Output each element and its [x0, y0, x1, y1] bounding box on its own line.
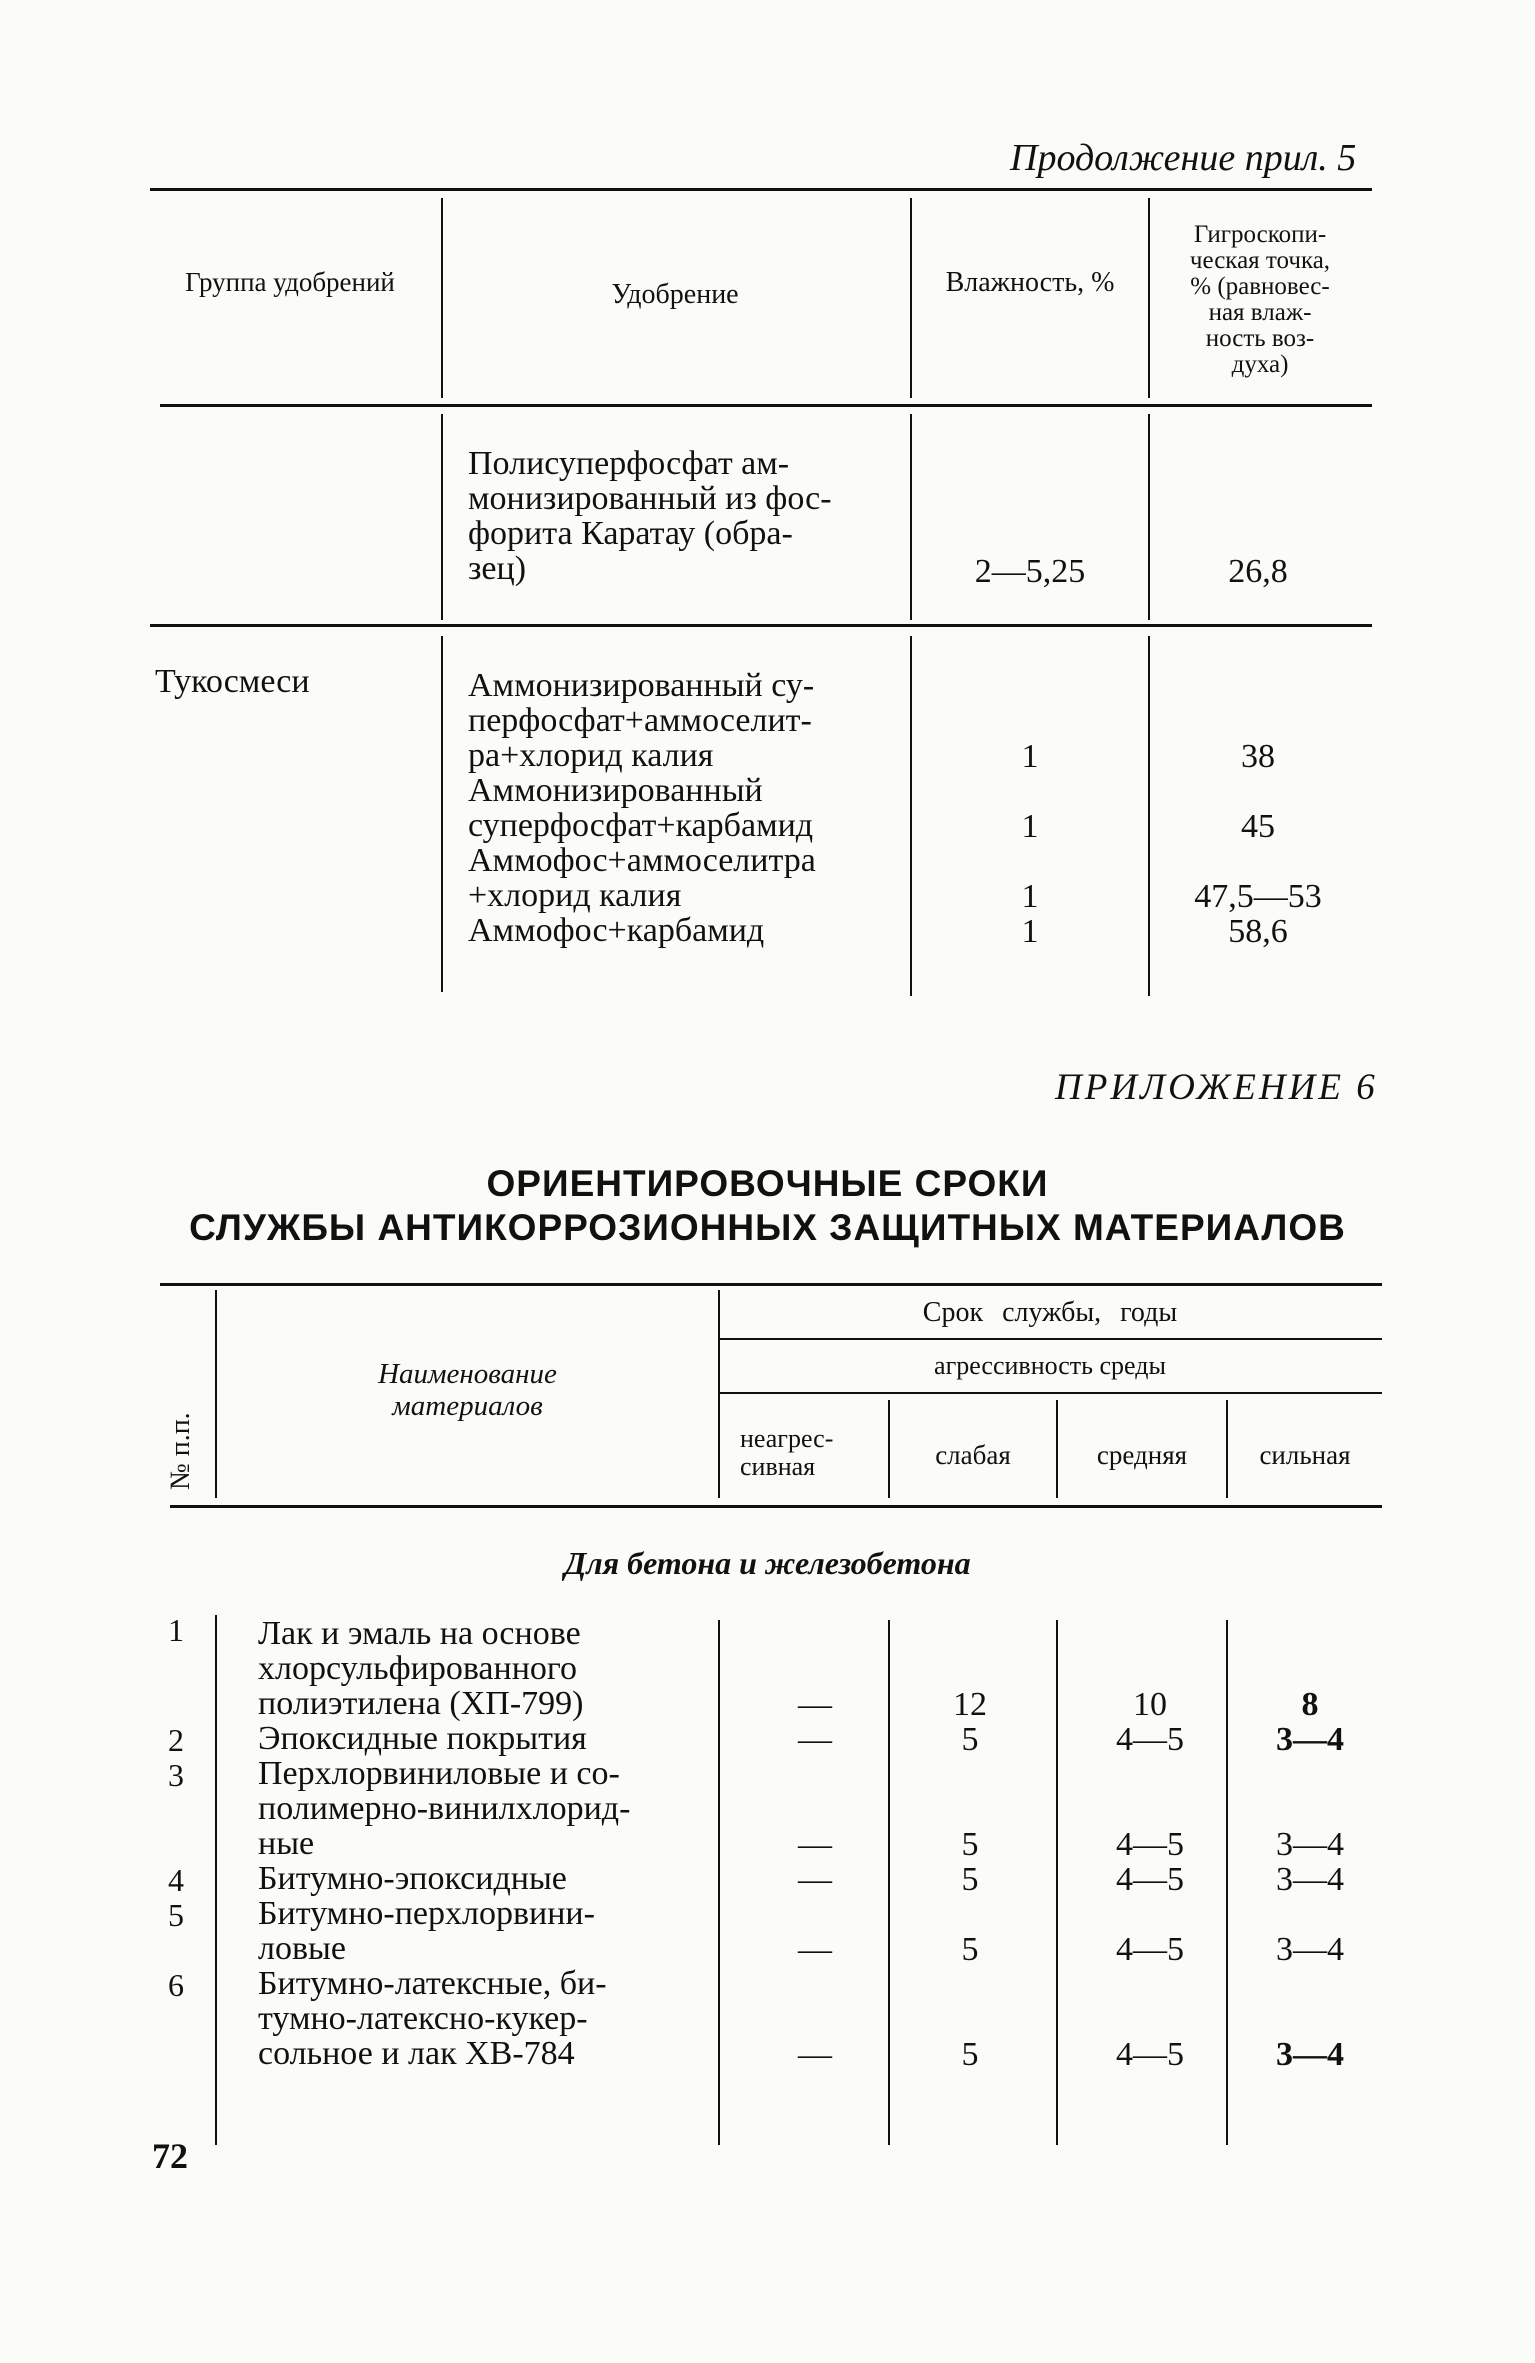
table2-vline: [1226, 1400, 1228, 1498]
row1-hygro: 26,8: [1228, 553, 1288, 590]
page-number: 72: [152, 2136, 188, 2176]
value-weak: 5: [961, 1826, 979, 1863]
value-none: —: [798, 1721, 832, 1758]
text-line: тумно-латексно-кукер-: [258, 2000, 588, 2037]
section-heading: Для бетона и железобетона: [564, 1545, 971, 1581]
text-line: ра+хлорид калия: [468, 737, 714, 774]
hygro-line: Гигроскопи-: [1193, 221, 1327, 248]
value-none: —: [798, 1931, 832, 1968]
value-none: —: [798, 2036, 832, 2073]
table2-vline: [1226, 1620, 1228, 2145]
value-strong: 3—4: [1276, 1721, 1344, 1758]
text-line: монизированный из фос-: [468, 480, 832, 517]
table2-top-rule: [160, 1283, 1382, 1286]
value-strong: 3—4: [1276, 1861, 1344, 1898]
row-number: 6: [168, 1967, 184, 2003]
text-line: Аммофос+аммоселитра: [468, 842, 816, 879]
page-title-line2: СЛУЖБЫ АНТИКОРРОЗИОННЫХ ЗАЩИТНЫХ МАТЕРИАЛОВ: [189, 1207, 1346, 1248]
row-number: 4: [168, 1862, 184, 1898]
value-medium: 4—5: [1116, 1861, 1184, 1898]
table1-vline: [1148, 198, 1150, 398]
col-header-moisture: Влажность, %: [945, 267, 1115, 298]
moisture-value: 1: [1021, 878, 1039, 915]
hygro-line: духа): [1231, 351, 1289, 378]
hygro-value: 47,5—53: [1194, 878, 1322, 915]
table2-vline: [1056, 1620, 1058, 2145]
table1-vline: [441, 414, 443, 620]
text-line: зец): [468, 550, 527, 587]
table1-vline: [1148, 414, 1150, 620]
col-header-aggr: агрессивность среды: [934, 1351, 1166, 1380]
text-line: Битумно-латексные, би-: [258, 1965, 607, 2002]
continuation-note: Продолжение прил. 5: [1010, 137, 1357, 179]
table1-vline: [1148, 636, 1150, 996]
text-line: Перхлорвиниловые и со-: [258, 1755, 620, 1792]
level-strong: сильная: [1259, 1440, 1351, 1470]
level-medium: средняя: [1096, 1440, 1188, 1470]
col-header-hygro: [1160, 222, 1360, 378]
value-none: —: [798, 1686, 832, 1723]
text-line: ловые: [258, 1930, 346, 1967]
col-header-group: Группа удобрений: [185, 267, 395, 297]
hygro-line: ная влаж-: [1208, 299, 1312, 326]
moisture-value: 1: [1021, 913, 1039, 950]
col-header-name: [230, 1358, 705, 1422]
table2-vline: [888, 1400, 890, 1498]
row1-fertilizer: [468, 446, 893, 586]
table1-top-rule: [150, 188, 1372, 191]
value-none: —: [798, 1861, 832, 1898]
hygro-value: 45: [1241, 808, 1275, 845]
value-strong: 8: [1301, 1686, 1319, 1723]
value-strong: 3—4: [1276, 1931, 1344, 1968]
text-line: Аммонизированный: [468, 772, 763, 809]
table2-vline: [215, 1290, 217, 1498]
table2-vline: [718, 1290, 720, 1498]
table1-vline: [441, 636, 443, 992]
table1-vline: [910, 636, 912, 996]
text-line: суперфосфат+карбамид: [468, 807, 814, 844]
level-weak: слабая: [935, 1440, 1011, 1470]
hygro-value: 38: [1241, 738, 1275, 775]
value-weak: 5: [961, 2036, 979, 2073]
value-medium: 10: [1133, 1686, 1167, 1723]
table1-header-rule: [160, 404, 1372, 407]
table2-vline: [215, 1615, 217, 2145]
text-line: полиэтилена (ХП-799): [258, 1685, 584, 1722]
text-line: Наименование: [378, 1358, 557, 1390]
table1-vline: [910, 414, 912, 620]
aggr-rule: [720, 1392, 1382, 1394]
value-weak: 5: [961, 1721, 979, 1758]
table2-vline: [888, 1620, 890, 2145]
text-line: ные: [258, 1825, 315, 1862]
col-header-fertilizer: Удобрение: [611, 279, 739, 310]
text-line: хлорсульфированного: [258, 1650, 577, 1687]
text-line: Полисуперфосфат ам-: [468, 445, 790, 482]
service-rule: [720, 1338, 1382, 1340]
table2-vline: [718, 1620, 720, 2145]
text-line: форита Каратау (обра-: [468, 515, 793, 552]
value-medium: 4—5: [1116, 1931, 1184, 1968]
value-strong: 3—4: [1276, 2036, 1344, 2073]
value-medium: 4—5: [1116, 1721, 1184, 1758]
level-none: [740, 1425, 833, 1481]
row-number: 2: [168, 1722, 184, 1758]
value-weak: 12: [953, 1686, 987, 1723]
text-line: сивная: [740, 1452, 816, 1481]
group-tukosmesi: Тукосмеси: [155, 663, 310, 700]
text-line: Аммофос+карбамид: [468, 912, 765, 949]
table1-vline: [441, 198, 443, 398]
value-medium: 4—5: [1116, 1826, 1184, 1863]
row-number: 1: [168, 1612, 184, 1648]
hygro-value: 58,6: [1228, 913, 1288, 950]
appendix-label: ПРИЛОЖЕНИЕ 6: [1055, 1067, 1378, 1108]
text-line: неагрес-: [740, 1424, 834, 1453]
page-title-line1: ОРИЕНТИРОВОЧНЫЕ СРОКИ: [486, 1163, 1049, 1204]
moisture-value: 1: [1021, 808, 1039, 845]
hygro-line: ческая точка,: [1189, 247, 1331, 274]
text-line: Эпоксидные покрытия: [258, 1720, 587, 1757]
text-line: Битумно-перхлорвини-: [258, 1895, 595, 1932]
text-line: полимерно-винилхлорид-: [258, 1790, 631, 1827]
text-line: Битумно-эпоксидные: [258, 1860, 567, 1897]
value-weak: 5: [961, 1931, 979, 1968]
table2-header-rule: [170, 1505, 1382, 1508]
value-strong: 3—4: [1276, 1826, 1344, 1863]
hygro-line: ность воз-: [1205, 325, 1315, 352]
value-weak: 5: [961, 1861, 979, 1898]
text-line: перфосфат+аммоселит-: [468, 702, 812, 739]
hygro-line: % (равновес-: [1190, 273, 1330, 300]
text-line: сольное и лак ХВ-784: [258, 2035, 575, 2072]
value-medium: 4—5: [1116, 2036, 1184, 2073]
table1-vline: [910, 198, 912, 398]
row-number: 5: [168, 1897, 184, 1933]
text-line: Лак и эмаль на основе: [258, 1615, 581, 1652]
row-number: 3: [168, 1757, 184, 1793]
table2-vline: [1056, 1400, 1058, 1498]
value-none: —: [798, 1826, 832, 1863]
col-header-service: Срок службы, годы: [922, 1297, 1178, 1328]
moisture-value: 1: [1021, 738, 1039, 775]
text-line: Аммонизированный су-: [468, 667, 815, 704]
table1-row-rule: [150, 624, 1372, 627]
row1-moisture: 2—5,25: [974, 553, 1086, 590]
material-names: [258, 1616, 713, 2071]
group2-fertilizers: [468, 668, 898, 948]
col-header-number: № п.п.: [165, 1412, 196, 1490]
text-line: материалов: [392, 1390, 543, 1422]
text-line: +хлорид калия: [468, 877, 682, 914]
